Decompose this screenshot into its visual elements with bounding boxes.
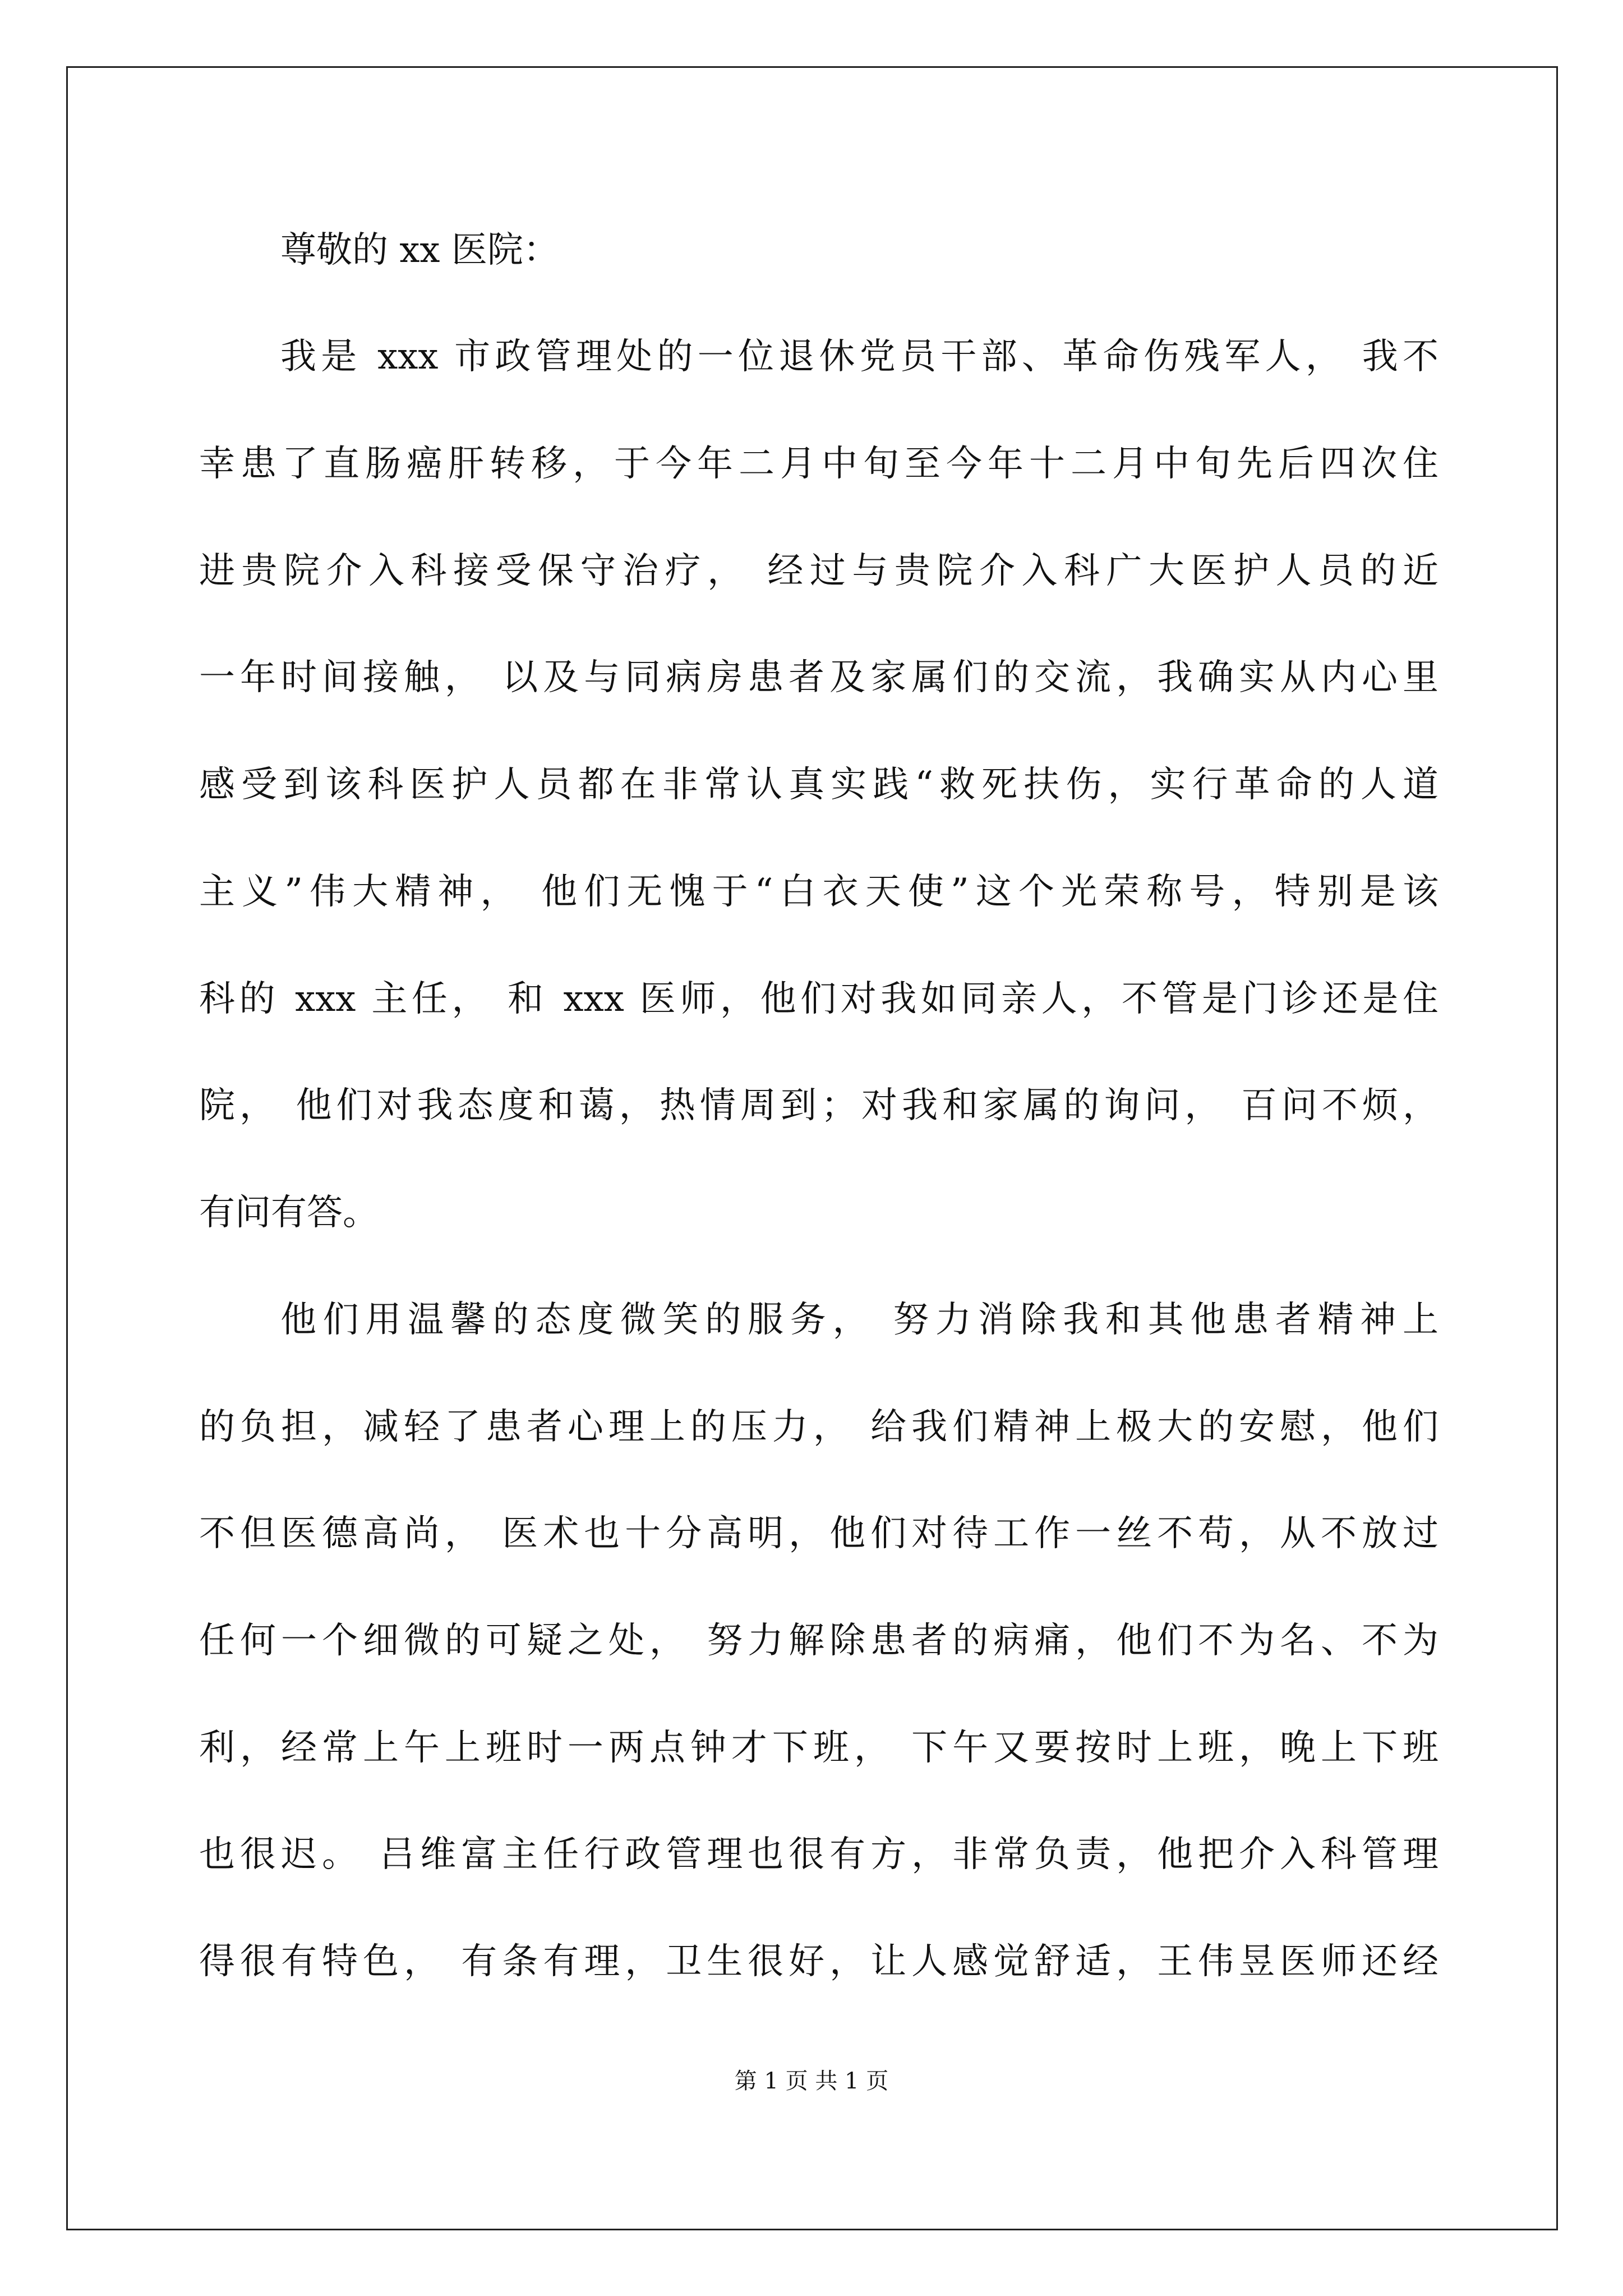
page-footer: 第 1 页 共 1 页 <box>734 2068 889 2094</box>
paragraph-1-line-2: 幸患了直肠癌肝转移，于今年二月中旬至今年十二月中旬先后四次住 <box>199 443 1438 485</box>
paragraph-2-line-6: 也很迟。 吕维富主任行政管理也很有方，非常负责，他把介入科管理 <box>199 1834 1438 1875</box>
paragraph-1-line-1: 我是 xxx 市政管理处的一位退休党员干部、革命伤残军人， 我不 <box>280 336 1438 378</box>
paragraph-2-line-1: 他们用温馨的态度微笑的服务， 努力消除我和其他患者精神上 <box>280 1299 1438 1341</box>
paragraph-2-line-7: 得很有特色， 有条有理，卫生很好，让人感觉舒适，王伟昱医师还经 <box>199 1941 1438 1982</box>
paragraph-1-line-6: 主义”伟大精神， 他们无愧于“白衣天使”这个光荣称号，特别是该 <box>199 871 1438 913</box>
paragraph-1-line-3: 进贵院介入科接受保守治疗， 经过与贵院介入科广大医护人员的近 <box>199 550 1438 592</box>
paragraph-1-line-8: 院， 他们对我态度和蔼，热情周到；对我和家属的询问， 百问不烦， <box>199 1085 1438 1126</box>
salutation: 尊敬的 xx 医院： <box>280 229 559 271</box>
paragraph-2-line-2: 的负担，减轻了患者心理上的压力， 给我们精神上极大的安慰，他们 <box>199 1406 1438 1448</box>
paragraph-2-line-3: 不但医德高尚， 医术也十分高明，他们对待工作一丝不苟，从不放过 <box>199 1513 1438 1554</box>
paragraph-1-line-7: 科的 xxx 主任， 和 xxx 医师，他们对我如同亲人，不管是门诊还是住 <box>199 978 1438 1020</box>
paragraph-1-line-5: 感受到该科医护人员都在非常认真实践“救死扶伤，实行革命的人道 <box>199 764 1438 806</box>
paragraph-2-line-5: 利，经常上午上班时一两点钟才下班， 下午又要按时上班，晚上下班 <box>199 1727 1438 1769</box>
paragraph-2-line-4: 任何一个细微的可疑之处， 努力解除患者的病痛，他们不为名、不为 <box>199 1620 1438 1662</box>
paragraph-1-line-4: 一年时间接触， 以及与同病房患者及家属们的交流，我确实从内心里 <box>199 657 1438 698</box>
page-border <box>66 66 1558 2230</box>
paragraph-1-line-9: 有问有答。 <box>199 1192 379 1234</box>
